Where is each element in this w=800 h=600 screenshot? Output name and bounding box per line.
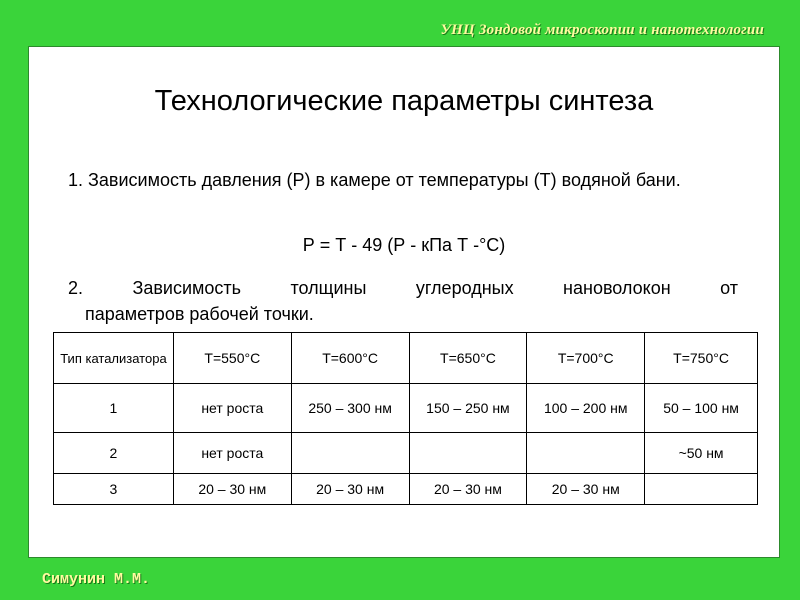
table-cell: 2 (54, 433, 174, 474)
table-cell (291, 433, 409, 474)
table-cell: 20 – 30 нм (291, 474, 409, 505)
table-row (54, 384, 758, 433)
list-item-2-line-1: 2. Зависимость толщины углеродных нановолокон от (68, 278, 738, 298)
author-footer: Симунин М.М. (42, 571, 151, 588)
table-cell: 150 – 250 нм (409, 384, 527, 433)
table-cell (409, 433, 527, 474)
table-header-row (54, 333, 758, 384)
slide-title: Технологические параметры синтеза (154, 85, 654, 117)
list-item-2-line-2: параметров рабочей точки. (85, 304, 314, 324)
header-cell: Т=750°С (645, 333, 758, 384)
table-cell: 250 – 300 нм (291, 384, 409, 433)
header-cell: Тип катализатора (54, 333, 174, 384)
table-cell: нет роста (173, 384, 291, 433)
pressure-formula: Р = Т - 49 (Р - кПа Т -°С) (302, 235, 506, 255)
parameters-table (53, 332, 758, 505)
table-cell: 100 – 200 нм (527, 384, 645, 433)
header-cell: Т=700°С (527, 333, 645, 384)
table-cell: нет роста (173, 433, 291, 474)
organization-header: УНЦ Зондовой микроскопии и нанотехнологии (440, 22, 764, 38)
table-cell: 20 – 30 нм (527, 474, 645, 505)
table-row (54, 474, 758, 505)
slide-panel (28, 46, 780, 558)
table-cell: 50 – 100 нм (645, 384, 758, 433)
header-cell: Т=600°С (291, 333, 409, 384)
table-cell: ~50 нм (645, 433, 758, 474)
table-cell: 20 – 30 нм (173, 474, 291, 505)
table-cell: 1 (54, 384, 174, 433)
table-cell (527, 433, 645, 474)
list-item-2 (68, 275, 738, 327)
table-row (54, 433, 758, 474)
header-cell: Т=650°С (409, 333, 527, 384)
header-cell: Т=550°С (173, 333, 291, 384)
table-cell: 3 (54, 474, 174, 505)
list-item-1: 1. Зависимость давления (Р) в камере от температуры (Т) водяной бани. (68, 170, 681, 190)
table-cell (645, 474, 758, 505)
table-cell: 20 – 30 нм (409, 474, 527, 505)
